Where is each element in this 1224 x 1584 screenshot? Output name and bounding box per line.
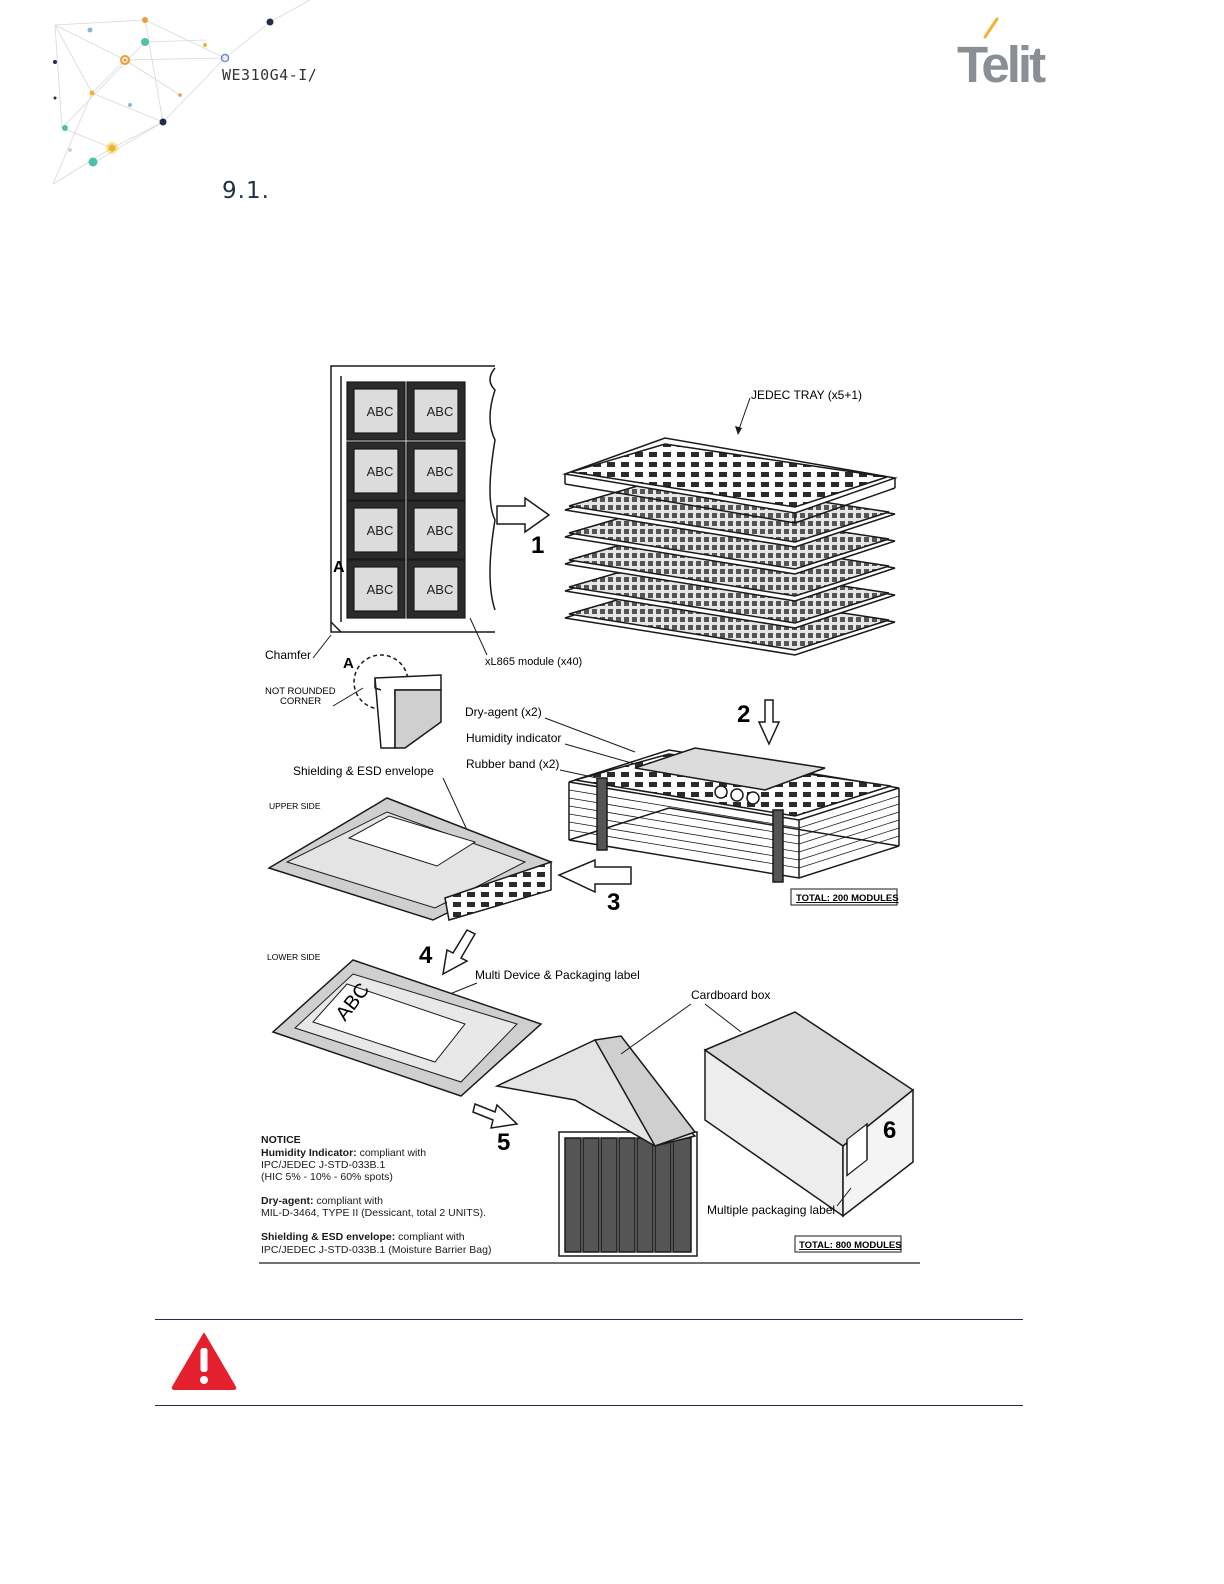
module-label: ABC: [426, 464, 454, 479]
module-count-label: xL865 module (x40): [485, 656, 583, 668]
notice-humidity-line3: (HIC 5% - 10% - 60% spots): [261, 1171, 393, 1183]
notice-humidity-bold: Humidity Indicator:: [261, 1147, 357, 1159]
notice-dry-bold: Dry-agent:: [261, 1195, 314, 1207]
svg-text:Humidity Indicator: compliant: [261, 1147, 426, 1159]
cardboard-label: Cardboard box: [691, 988, 771, 1002]
warning-triangle-icon: [170, 1331, 238, 1391]
total-200-label: TOTAL: 200 MODULES: [796, 893, 899, 904]
module-label: ABC: [366, 523, 394, 538]
corner-detail: [354, 655, 441, 748]
logo-text: Telit: [957, 36, 1044, 88]
module-label: ABC: [426, 582, 454, 597]
dry-agent-label: Dry-agent (x2): [465, 705, 542, 719]
notice-dry-text: compliant with: [313, 1195, 383, 1207]
step-2: 2: [737, 701, 751, 728]
notice-dry-line2: MIL-D-3464, TYPE II (Dessicant, total 2 UNITS).: [261, 1207, 487, 1219]
bundled-trays: [569, 748, 899, 882]
module-label: ABC: [366, 582, 394, 597]
not-rounded-label-2: CORNER: [280, 696, 322, 707]
open-cardboard-box: [497, 1036, 697, 1256]
document-id: WE310G4-I/: [222, 66, 318, 84]
shielding-envelope: [269, 798, 551, 920]
step-arrow-4: [443, 930, 475, 974]
packaging-diagram: [255, 360, 925, 1270]
svg-text:Dry-agent: compliant with: [261, 1195, 383, 1207]
telit-logo: [955, 16, 1073, 88]
step-arrow-1: [497, 498, 549, 532]
rubber-band-label: Rubber band (x2): [466, 757, 560, 771]
detail-a-label: A: [343, 655, 354, 672]
step-3: 3: [607, 889, 621, 916]
step-arrow-5: [473, 1104, 517, 1128]
step-1: 1: [531, 532, 545, 559]
notice-shield-text: compliant with: [395, 1231, 465, 1243]
section-number: 9.1.: [222, 178, 270, 204]
module-label: ABC: [426, 404, 454, 419]
notice-title: NOTICE: [261, 1134, 301, 1146]
upper-side-label: UPPER SIDE: [269, 801, 321, 811]
total-800-label: TOTAL: 800 MODULES: [799, 1240, 902, 1251]
multiple-packaging-label: Multiple packaging label: [707, 1203, 836, 1217]
chamfer-label: Chamfer: [265, 648, 312, 662]
closed-cardboard-box: [705, 1012, 913, 1216]
step-5: 5: [497, 1129, 511, 1156]
notice-humidity-text: compliant with: [356, 1147, 427, 1159]
not-rounded-label: NOT ROUNDED: [265, 686, 336, 697]
shielding-label: Shielding & ESD envelope: [293, 764, 434, 778]
network-decoration: [0, 0, 330, 200]
step-4: 4: [419, 942, 433, 969]
step-6: 6: [883, 1117, 897, 1144]
detail-a-marker: A: [333, 559, 345, 576]
notice-humidity-line2: IPC/JEDEC J-STD-033B.1: [261, 1159, 386, 1171]
multi-device-label: Multi Device & Packaging label: [475, 968, 640, 982]
module-label: ABC: [366, 464, 394, 479]
jedec-tray-label: JEDEC TRAY (x5+1): [751, 388, 863, 402]
jedec-tray-stack: [565, 438, 895, 655]
notice-shield-line2: IPC/JEDEC J-STD-033B.1 (Moisture Barrier Bag): [261, 1244, 492, 1256]
humidity-indicator-label: Humidity indicator: [466, 731, 562, 745]
module-label: ABC: [426, 523, 454, 538]
svg-text:Shielding & ESD envelope: comp: [261, 1231, 465, 1243]
step-arrow-2: [759, 700, 779, 744]
step-arrow-3: [559, 860, 631, 892]
warning-top-rule: [155, 1319, 1023, 1320]
envelope-abc-label: ABC: [331, 979, 375, 1026]
lower-side-label: LOWER SIDE: [267, 952, 321, 962]
module-label: ABC: [366, 404, 394, 419]
warning-bottom-rule: [155, 1405, 1023, 1406]
notice-shield-bold: Shielding & ESD envelope:: [261, 1231, 396, 1243]
